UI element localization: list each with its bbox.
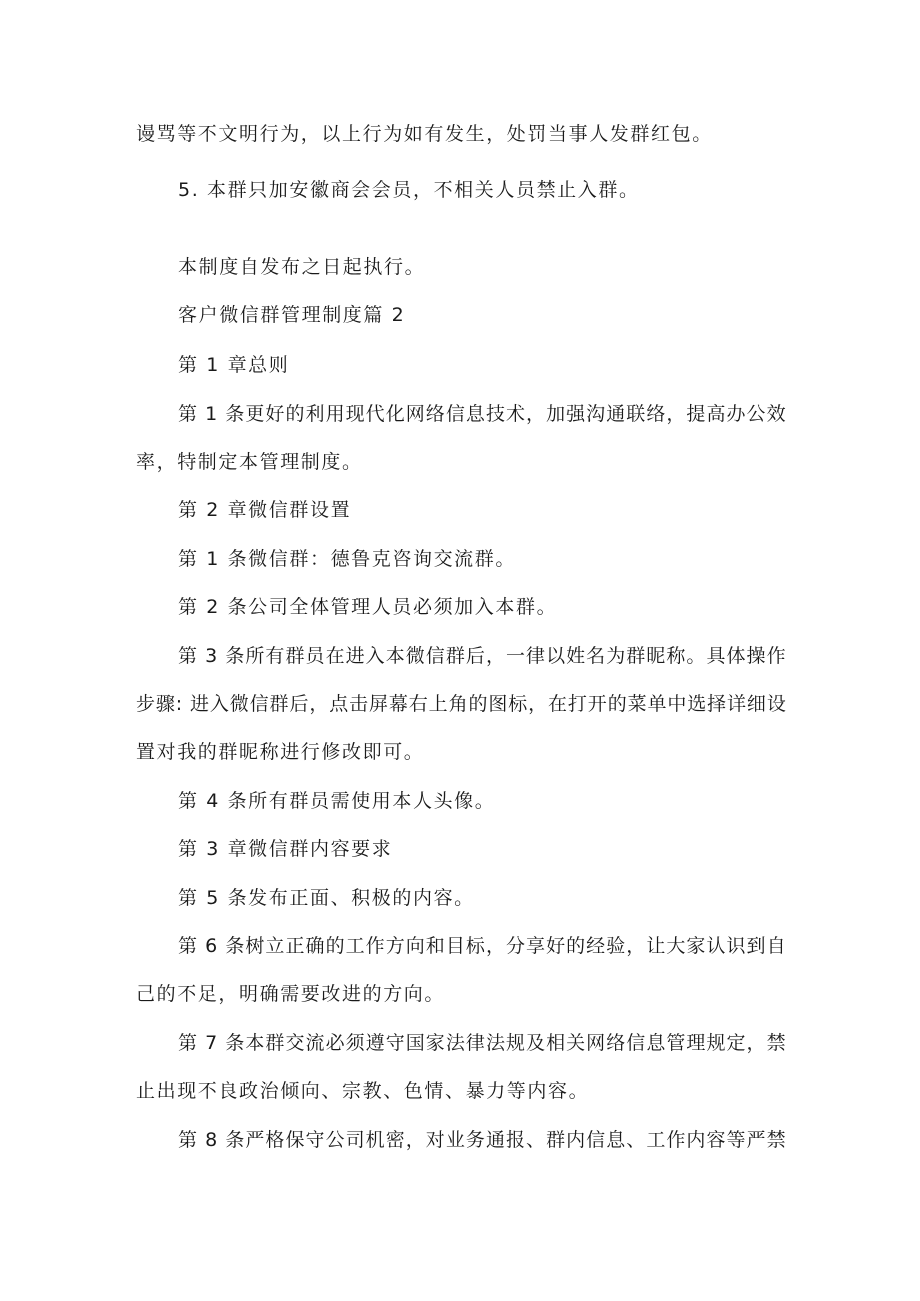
chapter-heading: 第 3 章微信群内容要求 [178, 838, 393, 860]
section-heading: 客户微信群管理制度篇 2 [178, 304, 406, 326]
paragraph-line: 第 3 条 所 有 群 员 在 进 入 本 微 信 群 后 ， 一 律 以 姓 名 为 群 昵 称 。 具 体 操 作 [178, 645, 786, 667]
paragraph-line: 第 7 条 本 群 交 流 必 须 遵 守 国 家 法 律 法 规 及 相 关 网 络 信 息 管 理 规 定 ， 禁 [178, 1032, 786, 1054]
paragraph-line: 止出现不良政治倾向、宗教、色情、暴力等内容。 [136, 1080, 590, 1102]
paragraph-line: 第 1 条微信群：德鲁克咨询交流群。 [178, 548, 516, 570]
paragraph-line: 5. 本群只加安徽商会会员，不相关人员禁止入群。 [178, 179, 640, 201]
paragraph-line: 己的不足，明确需要改进的方向。 [136, 983, 446, 1005]
paragraph-line: 第 8 条 严 格 保 守 公 司 机 密 ， 对 业 务 通 报 、 群 内 信 息 、 工 作 内 容 等 严 禁 [178, 1129, 786, 1151]
chapter-heading: 第 2 章微信群设置 [178, 499, 352, 521]
paragraph-line: 第 4 条所有群员需使用本人头像。 [178, 790, 496, 812]
paragraph-line: 谩骂等不文明行为，以上行为如有发生，处罚当事人发群红包。 [136, 123, 713, 145]
chapter-heading: 第 1 章总则 [178, 354, 290, 376]
paragraph-line: 率，特制定本管理制度。 [136, 451, 363, 473]
paragraph-line: 置对我的群昵称进行修改即可。 [136, 741, 425, 763]
paragraph-line: 第 2 条公司全体管理人员必须加入本群。 [178, 596, 558, 618]
paragraph-line: 第 5 条发布正面、积极的内容。 [178, 887, 475, 909]
paragraph-line: 本制度自发布之日起执行。 [178, 256, 426, 278]
paragraph-line: 第 1 条 更 好 的 利 用 现 代 化 网 络 信 息 技 术 ， 加 强 沟 通 联 络 ， 提 高 办 公 效 [178, 403, 786, 425]
paragraph-line: 步 骤 : 进 入 微 信 群 后 ， 点 击 屏 幕 右 上 角 的 图 标 ， 在 打 开 的 菜 单 中 选 择 详 细 设 [136, 693, 786, 715]
paragraph-line: 第 6 条 树 立 正 确 的 工 作 方 向 和 目 标 ， 分 享 好 的 经 验 ， 让 大 家 认 识 到 自 [178, 935, 786, 957]
